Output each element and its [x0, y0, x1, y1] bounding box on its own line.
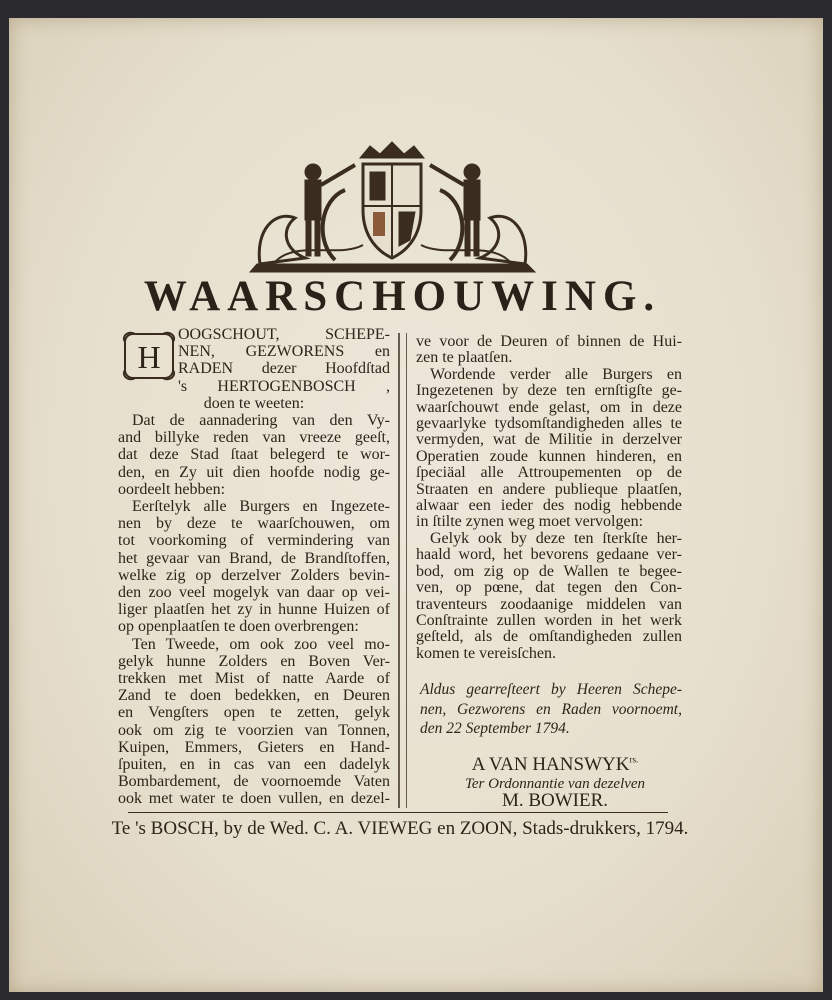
text-line: komen te vereisſchen.: [416, 644, 556, 662]
text-line: gelyk hunne Zolders en Boven Ver-: [118, 652, 390, 670]
signature-hanswyk: [430, 754, 680, 776]
text-line: Straaten en andere publieque plaatſen,: [416, 480, 682, 498]
text-line: waarſchouwt ende gelast, om in deze: [416, 398, 682, 416]
text-line: den, en Zy uit dien hoofde nodig ge-: [118, 463, 390, 481]
text-line: ve voor de Deuren of binnen de Hui-: [416, 333, 682, 350]
text-line: Operatien zoude kunnen hinderen, en: [416, 447, 682, 465]
column-divider: [398, 333, 407, 808]
countersign-note: Ter Ordonnantie van dezelven: [464, 776, 646, 792]
text-line: gevaarlyke tydsomſtandigheden alles te: [416, 415, 682, 433]
footer-rule: [128, 812, 668, 813]
text-line: en Vengſters open te zetten, gelyk: [118, 704, 390, 722]
issuing-authority: [118, 326, 390, 395]
paragraph: [416, 334, 682, 367]
text-line: and billyke reden van vreeze geeſt,: [118, 429, 390, 447]
enactment-line: den 22 September 1794.: [420, 720, 570, 737]
enactment-clause: [420, 680, 682, 739]
text-line: haald word, het bevorens gedaane ver-: [416, 546, 682, 564]
text-line: ven, op pœne, dat tegen den Con-: [416, 579, 682, 597]
text-line: ſpeciäal alle Attroupementen op de: [416, 464, 682, 482]
drop-cap-letter: H: [137, 339, 161, 375]
paragraph: [118, 498, 390, 636]
text-line: in ſtilte zynen weg moet vervolgen:: [416, 513, 644, 531]
text-line: oordeelt hebben:: [118, 480, 226, 498]
text-line: Eerſtelyk alle Burgers en Ingezete-: [132, 498, 390, 516]
text-line: Bombardement, de voornoemde Vaten: [118, 773, 390, 791]
text-line: OOGSCHOUT, SCHEPE-: [178, 326, 390, 343]
left-column: [118, 326, 390, 808]
text-line: Ten Tweede, om ook zoo veel mo-: [132, 635, 390, 653]
text-line: RADEN dezer Hoofdſtad: [178, 360, 390, 378]
paragraph: [416, 531, 682, 662]
text-line: Wordende verder alle Burgers en: [430, 365, 682, 383]
text-line: ook met water te doen vullen, en dezel-: [118, 790, 390, 808]
text-line: trekken met Mist of natte Aarde of: [118, 670, 390, 688]
text-line: ook om zig te voorzien van Tonnen,: [118, 721, 390, 739]
text-line: traventeurs zoodaanige middelen van: [416, 595, 682, 613]
text-line: 's HERTOGENBOSCH ,: [178, 377, 390, 395]
text-line: liger plaatſen het zy in hunne Huizen of: [118, 601, 390, 619]
text-line: zen te plaatſen.: [416, 349, 513, 367]
text-line: Zand te doen bedekken, en Deuren: [118, 687, 390, 705]
text-line: nen by deze te waarſchouwen, om: [118, 515, 390, 533]
text-line: Gelyk ook by deze ten ſterkſte her-: [430, 529, 682, 547]
text-line: dat deze Stad ſtaat belegerd te wor-: [118, 446, 390, 464]
signature-bowier: M. BOWIER.: [501, 790, 609, 811]
paragraph: [118, 412, 390, 498]
text-line: tot voorkoming of vermindering van: [118, 532, 390, 550]
paragraph: [118, 636, 390, 808]
header-end: doen te weeten:: [203, 394, 305, 412]
page-title: WAARSCHOUWING.: [143, 273, 662, 320]
right-column: [416, 334, 682, 662]
printer-imprint: Te 's BOSCH, by de Wed. C. A. VIEWEG en ZOON, Stads-drukkers, 1794.: [111, 818, 689, 839]
coat-of-arms-engraving: [245, 140, 540, 280]
text-line: op openplaatſen te doen overbrengen:: [118, 618, 359, 636]
paragraph: [416, 367, 682, 531]
text-line: bod, om zig op de Wallen te begee-: [416, 562, 682, 580]
text-line: welke zig op derzelver Zolders bevin-: [118, 566, 390, 584]
text-line: geſteld, als de omſtandigheden zullen: [416, 628, 682, 646]
signature-name: A VAN HANSWYK: [471, 754, 630, 775]
text-line: het gevaar van Brand, de Brandſtoffen,: [118, 549, 390, 567]
text-line: den zoo veel mogelyk van daar op vei-: [118, 584, 390, 602]
enactment-line: nen, Gezworens en Raden voornoemt,: [420, 700, 682, 718]
text-line: Kuipen, Emmers, Gieters en Hand-: [118, 738, 390, 756]
text-line: vermyden, wat de Militie in derzelver: [416, 431, 682, 449]
text-line: ſpuiten, en in cas van een dadelyk: [118, 756, 390, 774]
text-line: Conſtrainte zullen worden in het werk: [416, 611, 682, 629]
text-line: Ingezetenen by deze ten ernſtigſte ge-: [416, 382, 682, 400]
signature-suffix: rs.: [629, 754, 639, 765]
enactment-line: Aldus gearreſteert by Heeren Schepe-: [420, 681, 682, 698]
text-line: alwaar een ieder des nodig hebbende: [416, 497, 682, 515]
text-line: Dat de aannadering van den Vy-: [132, 412, 390, 430]
text-line: NEN, GEZWORENS en: [178, 343, 390, 361]
